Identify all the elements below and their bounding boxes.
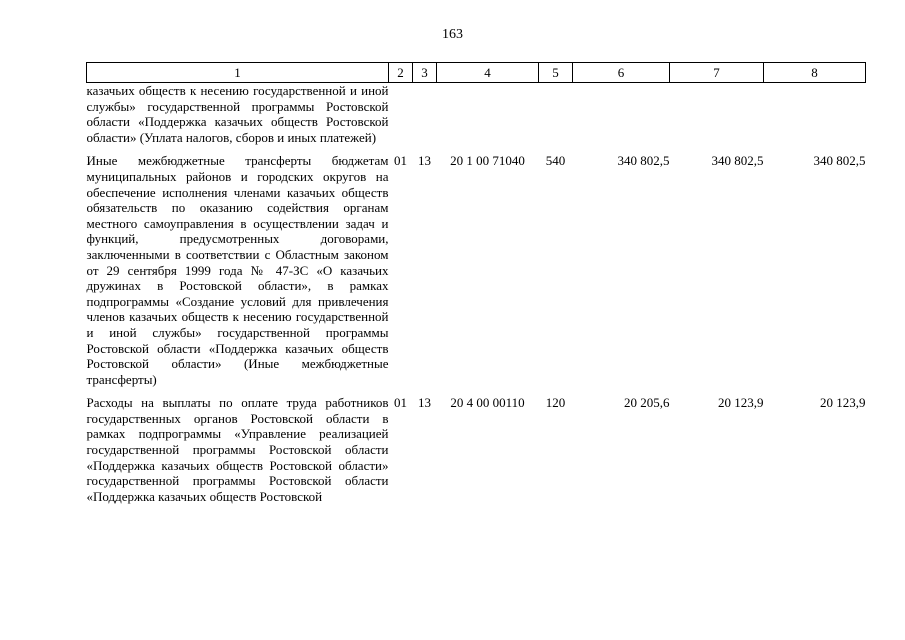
column-header: 8: [764, 63, 866, 83]
column-header: 3: [413, 63, 437, 83]
row-target-article: [437, 83, 539, 146]
row-amount-1: 340 802,5: [617, 153, 670, 169]
column-header: 7: [670, 63, 764, 83]
row-amount-2: 20 123,9: [718, 395, 764, 411]
row-amount-2: 340 802,5: [711, 153, 764, 169]
page-number: 163: [442, 27, 463, 42]
row-section: [389, 83, 413, 146]
row-amount-1: 20 205,6: [624, 395, 670, 411]
row-expense-type: [539, 83, 573, 146]
row-section: 01: [394, 395, 407, 411]
row-description: казачьих обществ к несению государственной и иной службы» государственной программы Ростовской области «Поддержка казачьих обществ Ростовской области» (Уплата налогов, сборов и иных платежей): [86, 83, 389, 145]
column-header: 2: [389, 63, 413, 83]
row-amount-3: 340 802,5: [813, 153, 866, 169]
row-amount-2: [670, 83, 764, 146]
column-header: 6: [573, 63, 670, 83]
column-header: 5: [539, 63, 573, 83]
row-section: 01: [394, 153, 407, 169]
row-target-article: 20 4 00 00110: [450, 395, 525, 411]
row-subsection: [413, 83, 437, 146]
table-row: [87, 83, 866, 146]
column-header: 4: [437, 63, 539, 83]
row-subsection: 13: [418, 395, 431, 411]
column-header: 1: [87, 63, 389, 83]
row-expense-type: 540: [545, 153, 566, 169]
row-description: Расходы на выплаты по оплате труда работников государственных органов Ростовской области в рамках подпрограммы «Управление реализацией государственной программы Ростовской области «Поддержка казачьих обществ Ростовской области» государственной программы Ростовской области «Поддержка казачьих обществ Ростовской: [86, 395, 389, 504]
row-amount-3: 20 123,9: [820, 395, 866, 411]
table-header-row: [87, 63, 866, 83]
row-target-article: 20 1 00 71040: [450, 153, 525, 169]
table-row: [87, 153, 866, 387]
row-description: Иные межбюджетные трансферты бюджетам муниципальных районов и городских округов на обеспечение исполнения членами казачьих обществ обязательств по оказанию содействия органам местного самоуправления в осуществлении задач и функций, предусмотренных договорами, заключенными в соответствии с Областным законом от 29 сентября 1999 года № 47-ЗС «О казачьих дружинах в Ростовской области», в рамках подпрограммы «Создание условий для привлечения членов казачьих обществ к несению государственной и иной службы» государственной программы Ростовской области «Поддержка казачьих обществ Ростовской области» (Иные межбюджетные трансферты): [86, 153, 389, 387]
row-expense-type: 120: [545, 395, 566, 411]
row-amount-1: [573, 83, 670, 146]
row-amount-3: [764, 83, 866, 146]
row-subsection: 13: [418, 153, 431, 169]
budget-table: [86, 62, 866, 504]
table-row: [87, 395, 866, 504]
